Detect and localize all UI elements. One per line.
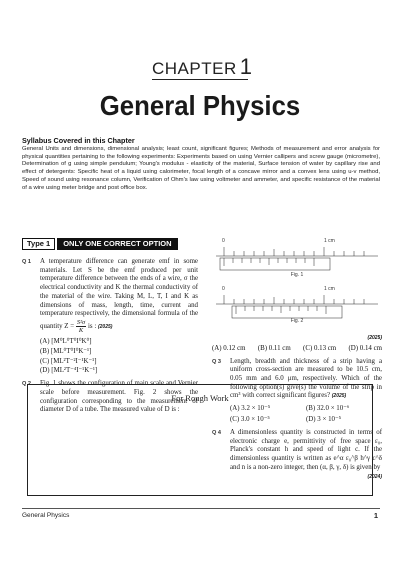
question-type-bar bbox=[22, 238, 178, 250]
syllabus-heading: Syllabus Covered in this Chapter bbox=[22, 136, 135, 145]
figure-2 bbox=[212, 286, 382, 330]
option-b[interactable]: (B) 32.0 × 10⁻⁶ bbox=[306, 405, 350, 413]
chapter-number: 1 bbox=[239, 54, 252, 79]
option-a[interactable]: (A) [M⁰L⁰T⁰I⁰K⁰] bbox=[40, 337, 92, 345]
option-a[interactable]: (A) 0.12 cm bbox=[212, 345, 246, 352]
option-d[interactable]: (D) 0.14 cm bbox=[348, 345, 382, 352]
options-list bbox=[40, 337, 198, 376]
rough-work-label: For Rough Work bbox=[171, 393, 229, 403]
option-c[interactable]: (C) 0.13 cm bbox=[303, 345, 337, 352]
question-text: Length, breadth and thickness of a strip having a uniform cross-section are measured to be 10.5 cm, 0.05 mm and 6.0 μm, respectively. Which of the following option(s) give(s) the volume of the strip in cm³ with correct significant figures? (2025) bbox=[230, 357, 382, 400]
question-number: Q 3 bbox=[212, 358, 222, 365]
option-b[interactable]: (B) [ML⁰T⁰I⁰K⁻¹] bbox=[40, 347, 92, 355]
page-title: General Physics bbox=[99, 90, 301, 121]
question-text: Fig. 1 shows the configuration of main scale and Vernier scale before measurement. Fig. 2 shows the configuration corresponding to the measurement of diameter D of a tube. The measured value of D is : bbox=[40, 380, 198, 414]
footer-divider bbox=[22, 508, 380, 509]
option-c[interactable]: (C) [ML²T⁻²I⁻¹K⁻¹] bbox=[40, 357, 97, 365]
question-1 bbox=[22, 258, 198, 376]
scale-one-label: 1 cm bbox=[324, 238, 335, 244]
rough-work-box bbox=[27, 384, 373, 496]
type-tag: ONLY ONE CORRECT OPTION bbox=[57, 238, 177, 250]
option-d[interactable]: (D) 3 × 10⁻⁵ bbox=[306, 416, 341, 424]
question-text: A dimensionless quantity is constructed in terms of electronic charge e, permittivity of free space ε₀, Planck's constant h and speed of light c. If the dimensionless quantity is written as e^α ε₀^β h^γ c^δ and n is a non-zero integer, then (α, β, γ, δ) is given by bbox=[230, 429, 382, 471]
question-text: A temperature difference can generate emf in some materials. Let S be the emf produced per unit temperature difference between the ends of a wire, σ the electrical conductivity and K the thermal conductivity of the material of the wire. Taking M, L, T, I and K as dimensions of mass, length, time, current and temperature respectively, the dimensional formula of the quantity Z = $\frac{\text{S²σ}}{K}$ is : (2025) bbox=[40, 258, 198, 334]
option-a[interactable]: (A) 3.2 × 10⁻⁵ bbox=[230, 405, 271, 413]
chapter-heading bbox=[152, 54, 252, 80]
question-number: Q 2 bbox=[22, 381, 32, 388]
vernier-scale-diagram bbox=[212, 244, 382, 284]
scale-zero-label: 0 bbox=[222, 286, 225, 292]
formula-fraction: $\frac{\text{S²σ}}{K}$ bbox=[76, 318, 86, 334]
q2-options bbox=[212, 344, 382, 354]
year-tag: (2025) bbox=[367, 335, 382, 341]
year-tag: (2024) bbox=[367, 473, 382, 480]
page-number: 1 bbox=[373, 511, 378, 520]
question-number: Q 1 bbox=[22, 259, 32, 265]
scale-one-label: 1 cm bbox=[324, 286, 335, 292]
year-tag: (2025) bbox=[331, 393, 347, 400]
year-tag: (2025) bbox=[97, 324, 113, 330]
option-c[interactable]: (C) 3.0 × 10⁻⁵ bbox=[230, 416, 270, 424]
figure-1 bbox=[212, 236, 382, 286]
type-label: Type 1 bbox=[22, 238, 55, 250]
option-d[interactable]: (D) [ML²T⁻⁴I⁻¹K⁻¹] bbox=[40, 367, 98, 375]
chapter-word: CHAPTER bbox=[152, 59, 237, 78]
syllabus-text: General Units and dimensions, dimensional analysis; least count, significant figures; Methods of measurement and error analysis for physical quantities pertaining to the following experiments: Experiments based on using Vernier callipers and screw gauge (micrometre), Determination of g using simple pendulum; Young's modulus - elasticity of the material, Surface tension of water by capillary rise and effect of detergents: Specific heat of a liquid using calorimeter, focal length of a concave mirror and a convex lens using u-v method, Speed of sound using resonance column, Verification of Ohm's law using voltmeter and ammeter, and specific resistance of the material of a wire using meter bridge and post office box. bbox=[22, 146, 380, 191]
scale-zero-label: 0 bbox=[222, 238, 225, 244]
footer-chapter-name: General Physics bbox=[22, 512, 70, 519]
figure-caption: Fig. 2 bbox=[290, 318, 304, 324]
option-b[interactable]: (B) 0.11 cm bbox=[257, 345, 291, 352]
figure-caption: Fig. 1 bbox=[290, 272, 304, 278]
question-number: Q 4 bbox=[212, 430, 222, 437]
